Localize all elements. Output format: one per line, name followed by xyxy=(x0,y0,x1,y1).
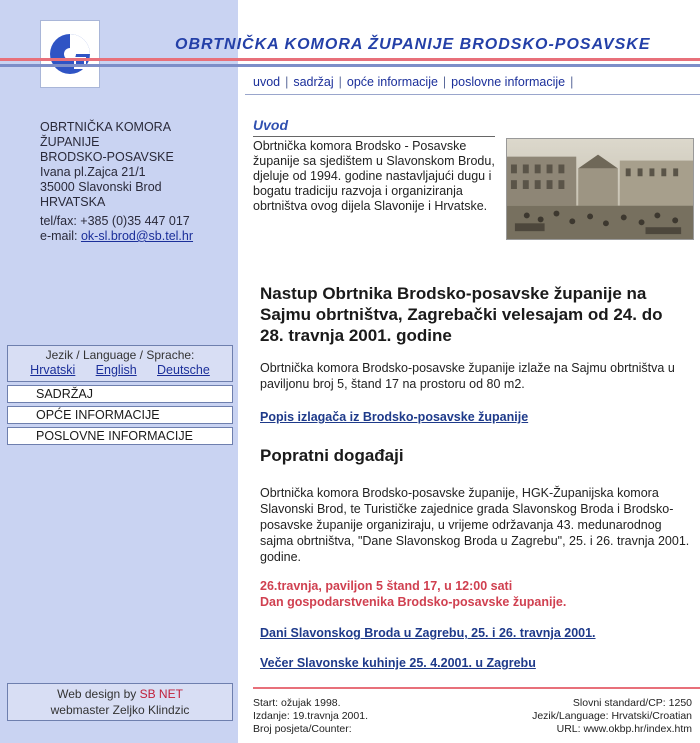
address-line: ŽUPANIJE xyxy=(40,135,100,149)
exhibitors-list-link[interactable]: Popis izlagača iz Brodsko-posavske županije xyxy=(260,410,529,424)
dani-slavonskog-broda-link[interactable]: Dani Slavonskog Broda u Zagrebu, 25. i 26. travnja 2001. xyxy=(260,626,596,640)
footer-start: Start: ožujak 1998. xyxy=(253,697,341,709)
header-stripe-red xyxy=(0,58,700,61)
sidebar-item-opce-informacije[interactable]: OPĆE INFORMACIJE xyxy=(7,406,233,424)
event-announcement xyxy=(260,578,690,610)
credit-prefix: Web design by xyxy=(57,687,140,701)
language-link-hrvatski[interactable]: Hrvatski xyxy=(30,363,76,377)
footer-info-left xyxy=(253,697,368,736)
nav-separator: | xyxy=(570,75,574,89)
language-links xyxy=(12,363,228,378)
footer-info-right xyxy=(532,697,692,736)
nav-divider xyxy=(245,94,700,95)
top-nav xyxy=(253,75,578,89)
tab-poslovne-informacije[interactable]: poslovne informacije xyxy=(451,75,566,89)
nav-separator: | xyxy=(338,75,342,89)
tab-opce-informacije[interactable]: opće informacije xyxy=(346,75,438,89)
article-paragraph-1: Obrtnička komora Brodsko-posavske županije izlaže na Sajmu obrtništva u paviljonu broj 5, štand 17 na prostoru od 80 m2. xyxy=(260,361,675,391)
vecer-slavonske-kuhinje-link[interactable]: Večer Slavonske kuhinje 25. 4.2001. u Zagrebu xyxy=(260,656,536,670)
header-stripe-blue xyxy=(0,64,700,67)
tab-sadrzaj[interactable]: sadržaj xyxy=(293,75,334,89)
footer-divider xyxy=(253,687,700,689)
sidebar xyxy=(0,0,238,743)
address-line: BRODSKO-POSAVSKE xyxy=(40,150,174,164)
uvod-divider xyxy=(253,136,495,137)
nav-separator: | xyxy=(285,75,289,89)
footer-url: URL: www.okbp.hr/index.htm xyxy=(556,723,692,735)
event-line-1: 26.travnja, paviljon 5 štand 17, u 12:00 sati xyxy=(260,579,513,593)
article-title: Nastup Obrtnika Brodsko-posavske županije na Sajmu obrtništva, Zagrebački velesajam od 24. do 28. travnja 2001. godine xyxy=(260,284,663,345)
language-link-deutsche[interactable]: Deutsche xyxy=(157,363,210,377)
email-row xyxy=(40,229,238,244)
address-block xyxy=(40,120,238,210)
tab-uvod[interactable]: uvod xyxy=(253,75,281,89)
uvod-text: Obrtnička komora Brodsko - Posavske županije sa sjedištem u Slavonskom Brodu, djeluje od 1994. godine nastavljajući dugu i bogatu tradiciju razvoja i organiziranja obrtništva ovog dijela Slavonije i Hrvatske. xyxy=(253,139,495,213)
sidebar-item-sadrzaj[interactable]: SADRŽAJ xyxy=(7,385,233,403)
chamber-logo-icon[interactable] xyxy=(40,20,100,88)
events-heading: Popratni događaji xyxy=(260,446,404,465)
footer-edition: Izdanje: 19.travnja 2001. xyxy=(253,710,368,722)
address-line: HRVATSKA xyxy=(40,195,106,209)
footer-language: Jezik/Language: Hrvatski/Croatian xyxy=(532,710,692,722)
article-paragraph-2: Obrtnička komora Brodsko-posavske županije, HGK-Županijska komora Slavonski Brod, te Turističke zajednice grada Slavonskog Broda i Brodsko-posavske županije organiziraju, u vrijeme održavanja 43. medunarodnog sajma obrtništva, "Dane Slavonskog Broda u Zagrebu", 25. i 26. travnja 2001. godine. xyxy=(260,486,690,564)
uvod-heading: Uvod xyxy=(253,117,288,133)
language-selector xyxy=(7,345,233,382)
email-link[interactable]: ok-sl.brod@sb.tel.hr xyxy=(80,229,194,243)
sbnet-link[interactable]: SB NET xyxy=(139,687,183,701)
address-line: 35000 Slavonski Brod xyxy=(40,180,162,194)
language-link-english[interactable]: English xyxy=(95,363,137,377)
credit-line-1 xyxy=(8,686,232,702)
footer-charset: Slovni standard/CP: 1250 xyxy=(572,697,692,709)
contact-block xyxy=(40,214,238,244)
sidebar-item-poslovne-informacije[interactable]: POSLOVNE INFORMACIJE xyxy=(7,427,233,445)
email-label: e-mail: xyxy=(40,229,81,243)
address-line: Ivana pl.Zajca 21/1 xyxy=(40,165,146,179)
address-line: OBRTNIČKA KOMORA xyxy=(40,120,172,134)
web-design-credit xyxy=(7,683,233,721)
event-line-2: Dan gospodarstvenika Brodsko-posavske županije. xyxy=(260,595,567,609)
old-town-photo xyxy=(506,138,694,240)
site-title: OBRTNIČKA KOMORA ŽUPANIJE BRODSKO-POSAVSKE xyxy=(175,36,651,53)
nav-separator: | xyxy=(442,75,447,89)
language-label: Jezik / Language / Sprache: xyxy=(45,348,195,362)
credit-line-2: webmaster Zeljko Klindzic xyxy=(50,703,190,717)
phone-fax: tel/fax: +385 (0)35 447 017 xyxy=(40,214,190,228)
footer-counter: Broj posjeta/Counter: xyxy=(253,723,352,735)
